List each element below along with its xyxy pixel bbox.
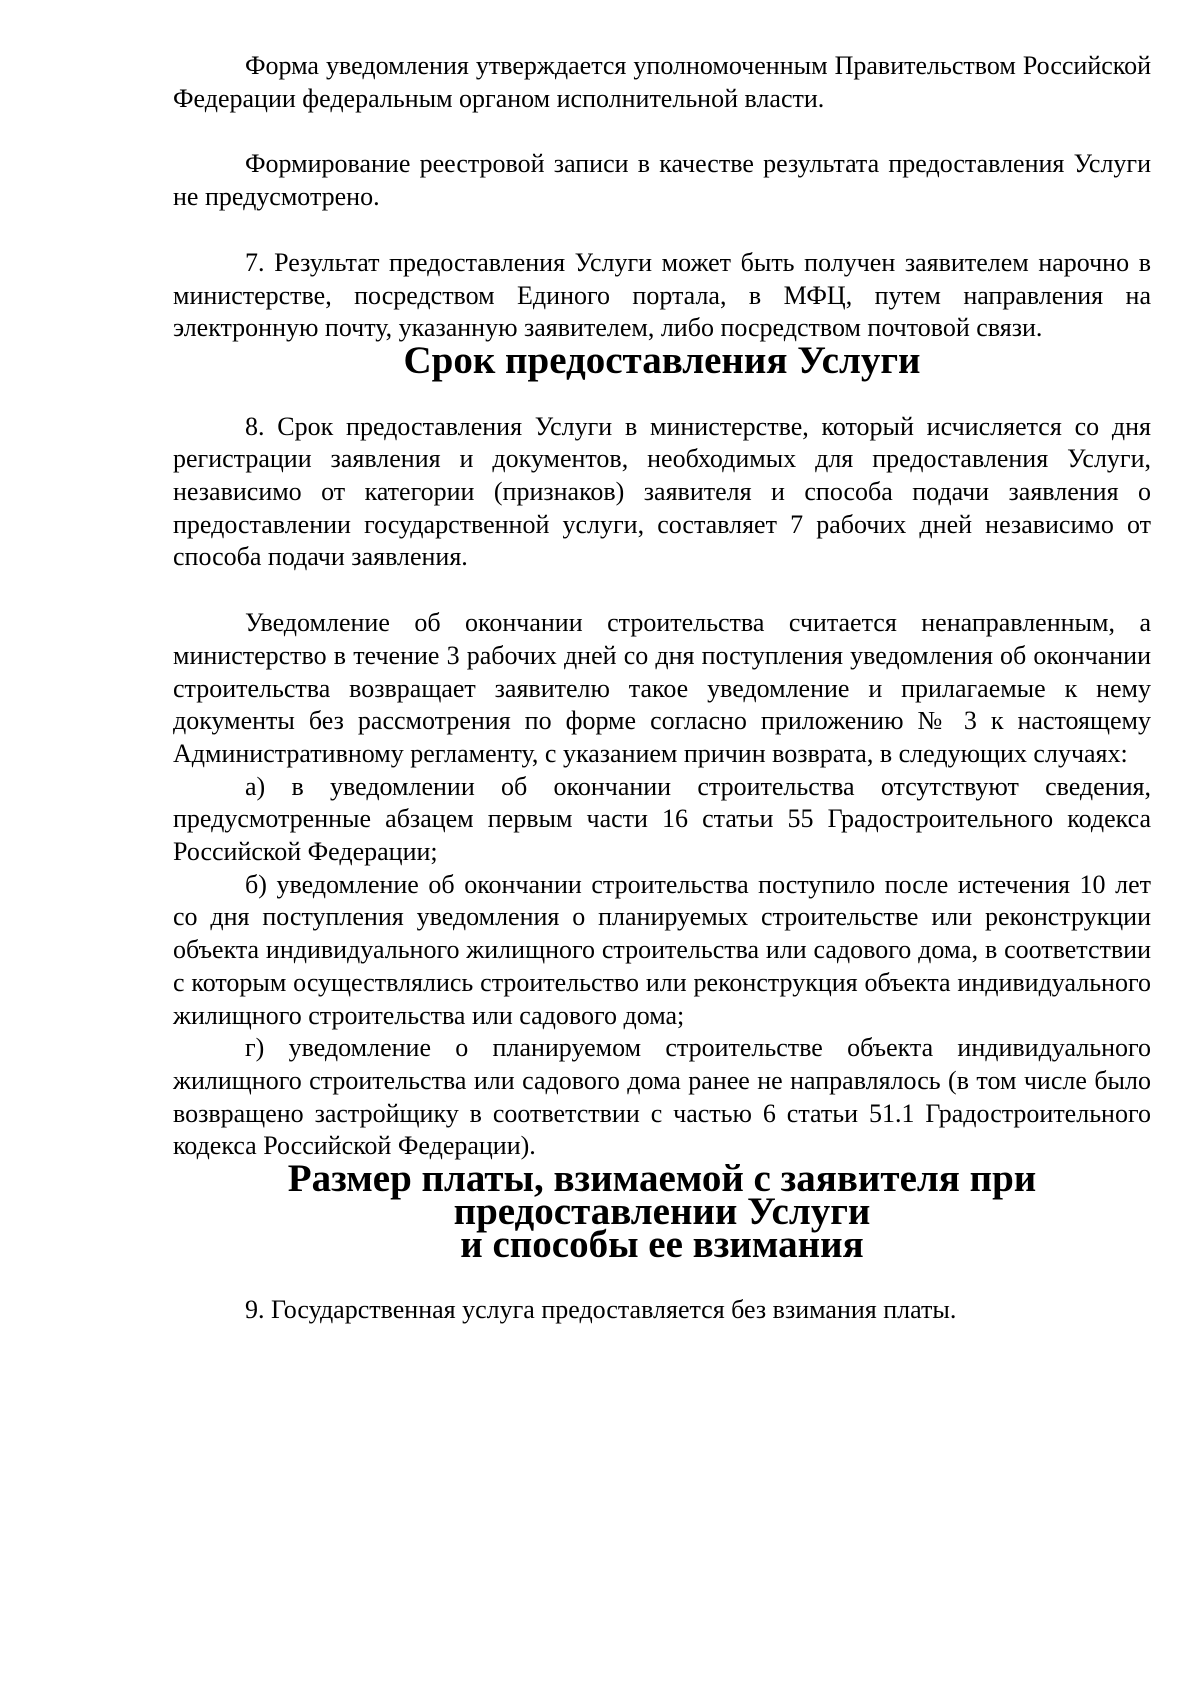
- paragraph-case-a: а) в уведомлении об окончании строительства отсутствуют сведения, предусмотренные абзацем первым части 16 статьи 55 Градостроительного кодекса Российской Федерации;: [173, 771, 1151, 867]
- paragraph-item-7: 7. Результат предоставления Услуги может быть получен заявителем нарочно в министерстве, посредством Единого портала, в МФЦ, путем направления на электронную почту, указанную заявителем, либо посредством почтовой связи.: [173, 247, 1151, 343]
- paragraph-notification-form: Форма уведомления утверждается уполномоченным Правительством Российской Федерации федеральным органом исполнительной власти.: [173, 51, 1151, 113]
- heading-line-2: и способы ее взимания: [460, 1222, 864, 1266]
- heading-line: Срок предоставления Услуги: [403, 338, 921, 382]
- paragraph-item-9: 9. Государственная услуга предоставляется без взимания платы.: [245, 1295, 957, 1325]
- paragraph-registry-record: Формирование реестровой записи в качестве результата предоставления Услуги не предусмотрено.: [173, 149, 1151, 212]
- document-page: [173, 50, 1151, 1327]
- section-heading-service-term: [173, 338, 1151, 382]
- section-heading-fee: [173, 1157, 1151, 1266]
- paragraph-item-8: 8. Срок предоставления Услуги в министерстве, который исчисляется со дня регистрации заявления и документов, необходимых для предоставления Услуги, независимо от категории (признаков) заявителя и способа подачи заявления о предоставлении государственной услуги, составляет 7 рабочих дней независимо от способа подачи заявления.: [173, 411, 1151, 572]
- paragraph-case-b: б) уведомление об окончании строительства поступило после истечения 10 лет со дня поступления уведомления о планируемых строительстве или реконструкции объекта индивидуального жилищного строительства или садового дома, в соответствии с которым осуществлялись строительство или реконструкция объекта индивидуального жилищного строительства или садового дома;: [173, 869, 1151, 1030]
- paragraph-return-conditions: Уведомление об окончании строительства считается ненаправленным, а министерство в течение 3 рабочих дней со дня поступления уведомления об окончании строительства возвращает заявителю такое уведомление и прилагаемые к нему документы без рассмотрения по форме согласно приложению № 3 к настоящему Административному регламенту, с указанием причин возврата, в следующих случаях:: [173, 608, 1151, 768]
- paragraph-case-g: г) уведомление о планируемом строительстве объекта индивидуального жилищного строительства или садового дома ранее не направлялось (в том числе было возвращено застройщику в соответствии с частью 6 статьи 51.1 Градостроительного кодекса Российской Федерации).: [173, 1033, 1151, 1161]
- heading-line-1: Размер платы, взимаемой с заявителя при предоставлении Услуги: [287, 1157, 1037, 1233]
